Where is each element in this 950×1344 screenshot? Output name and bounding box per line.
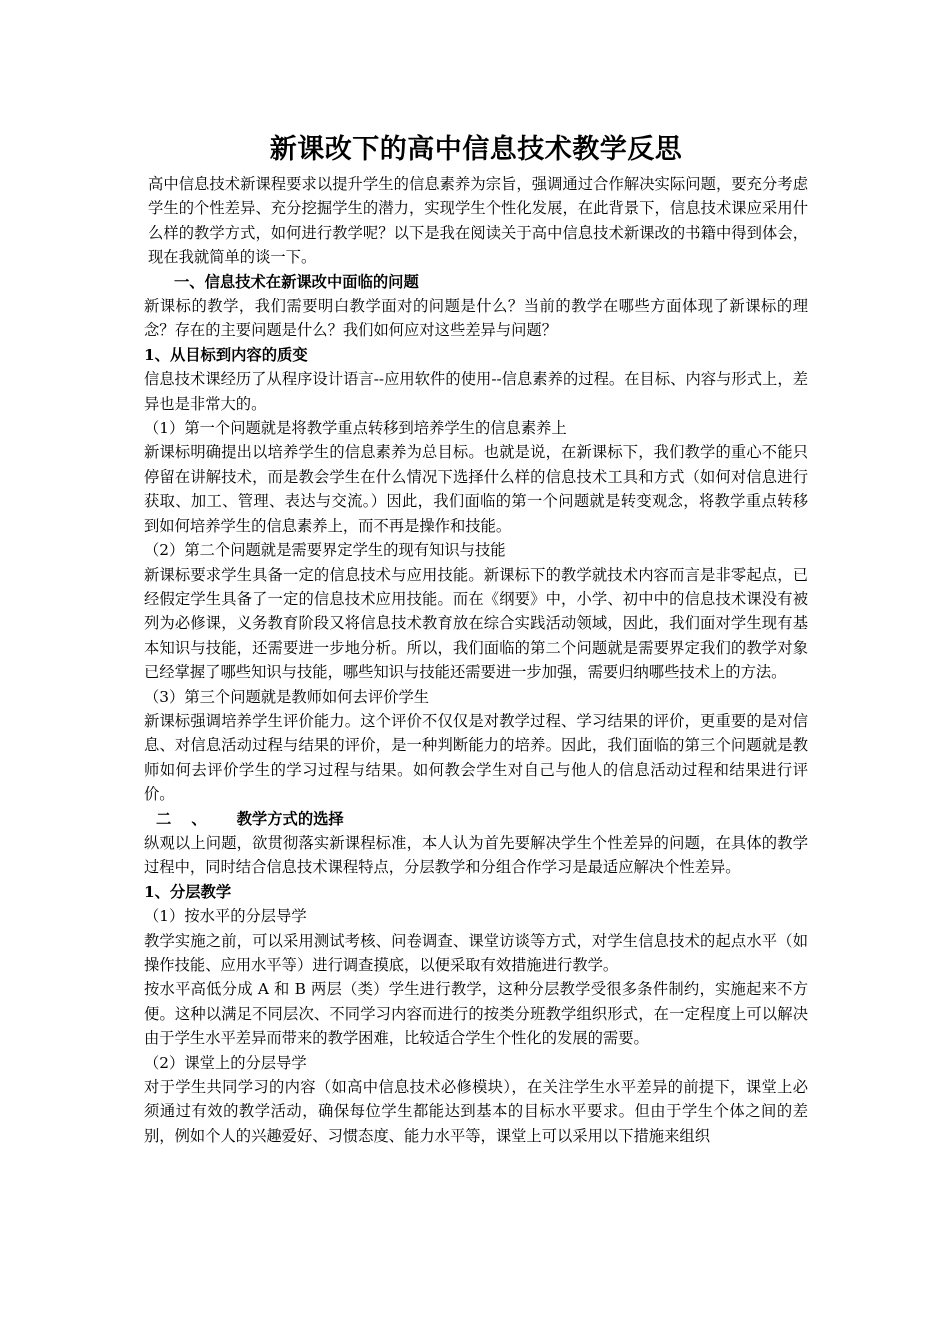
body-paragraph: 新课标要求学生具备一定的信息技术与应用技能。新课标下的教学就技术内容而言是非零起点，已经假定学生具备了一定的信息技术应用技能。而在《纲要》中，小学、初中中的信息技术课没有被列为必修课，义务教育阶段又将信息技术教育放在综合实践活动领域，因此，我们面对学生现有基本知识与技能，还需要进一步地分析。所以，我们面临的第二个问题就是需要界定我们的教学对象已经掌握了哪些知识与技能，哪些知识与技能还需要进一步加强，需要归纳哪些技术上的方法。 (144, 565, 808, 682)
document-title: 新课改下的高中信息技术教学反思 (269, 134, 683, 165)
body-paragraph: 新课标明确提出以培养学生的信息素养为总目标。也就是说，在新课标下，我们教学的重心不能只停留在讲解技术，而是教会学生在什么情况下选择什么样的信息技术工具和方式（如何对信息进行获取、加工、管理、表达与交流。）因此，我们面临的第一个问题就是转变观念，将教学重点转移到如何培养学生的信息素养上，而不再是操作和技能。 (144, 443, 808, 535)
item-heading-4: （1）按水平的分层导学 (144, 907, 307, 926)
document-body (144, 128, 808, 1148)
body-paragraph: 教学实施之前，可以采用测试考核、问卷调查、课堂访谈等方式，对学生信息技术的起点水平（如操作技能、应用水平等）进行调查摸底，以便采取有效措施进行教学。 (144, 931, 808, 974)
item-heading-3: （3）第三个问题就是教师如何去评价学生 (144, 687, 430, 706)
item-heading-1: （1）第一个问题就是将教学重点转移到培养学生的信息素养上 (144, 419, 567, 438)
intro-paragraph: 高中信息技术新课程要求以提升学生的信息素养为宗旨，强调通过合作解决实际问题，要充分考虑学生的个性差异、充分挖掘学生的潜力，实现学生个性化发展，在此背景下，信息技术课应采用什么样的教学方式，如何进行教学呢？以下是我在阅读关于高中信息技术新课改的书籍中得到体会，现在我就简单的谈一下。 (148, 175, 808, 267)
body-paragraph: 新课标强调培养学生评价能力。这个评价不仅仅是对教学过程、学习结果的评价，更重要的是对信息、对信息活动过程与结果的评价，是一种判断能力的培养。因此，我们面临的第三个问题就是教师如何去评价学生的学习过程与结果。如何教会学生对自己与他人的信息活动过程和结果进行评价。 (144, 711, 808, 804)
item-heading-5: （2）课堂上的分层导学 (144, 1053, 307, 1072)
body-paragraph: 纵观以上问题，欲贯彻落实新课程标准，本人认为首先要解决学生个性差异的问题，在具体的教学过程中，同时结合信息技术课程特点，分层教学和分组合作学习是最适应解决个性差异。 (144, 833, 808, 877)
section-title: 教学方式的选择 (236, 809, 344, 828)
body-paragraph: 新课标的教学，我们需要明白教学面对的问题是什么？当前的教学在哪些方面体现了新课标的理念？存在的主要问题是什么？我们如何应对这些差异与问题？ (144, 297, 808, 340)
section-heading-1: 一、信息技术在新课改中面临的问题 (174, 272, 419, 291)
section-heading-2 (144, 807, 808, 831)
section-separator: 、 (191, 809, 207, 828)
section-number: 二 (156, 809, 172, 828)
body-paragraph: 对于学生共同学习的内容（如高中信息技术必修模块），在关注学生水平差异的前提下，课堂上必须通过有效的教学活动，确保每位学生都能达到基本的目标水平要求。但由于学生个体之间的差别，例如个人的兴趣爱好、习惯态度、能力水平等，课堂上可以采用以下措施来组织 (144, 1078, 808, 1145)
body-paragraph: 按水平高低分成 A 和 B 两层（类）学生进行教学，这种分层教学受很多条件制约，实施起来不方便。这种以满足不同层次、不同学习内容而进行的按类分班教学组织形式，在一定程度上可以解决由于学生水平差异而带来的教学困难，比较适合学生个性化的发展的需要。 (144, 980, 808, 1048)
item-heading-2: （2）第二个问题就是需要界定学生的现有知识与技能 (144, 541, 506, 560)
subsection-heading-2: 1、分层教学 (144, 882, 232, 901)
body-paragraph: 信息技术课经历了从程序设计语言--应用软件的使用--信息素养的过程。在目标、内容与形式上，差异也是非常大的。 (144, 370, 808, 413)
subsection-heading-1: 1、从目标到内容的质变 (144, 345, 308, 364)
